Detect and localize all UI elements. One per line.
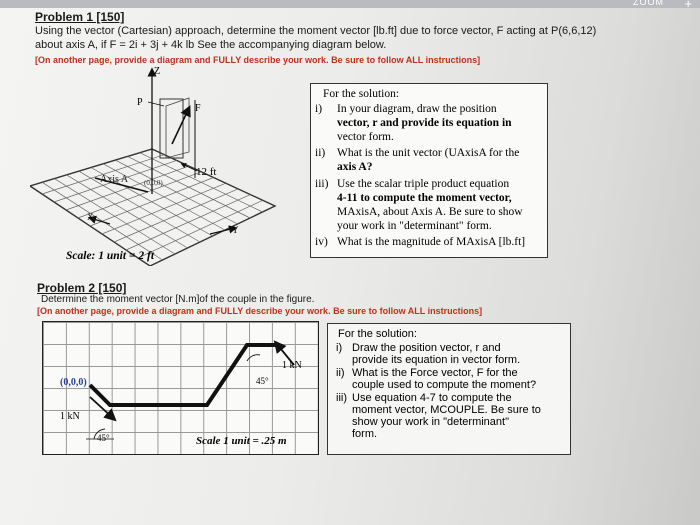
p1-item-iii-num: iii) [315, 178, 329, 190]
p1-item-i-num: i) [315, 103, 323, 115]
p2-force-bottom-label: 1 kN [60, 411, 80, 422]
problem2-solution-title: For the solution: [338, 328, 417, 340]
point-p-box-back [166, 98, 189, 158]
p2-angle-bottom-label: 45° [97, 433, 110, 443]
axis-a-label: Axis A [100, 174, 129, 185]
f-label: F [195, 103, 201, 114]
viewer-top-bar [0, 0, 700, 8]
p1-item-iv-line1: What is the magnitude of MAxisA [lb.ft] [337, 236, 526, 248]
p2-angle-top-label: 45° [256, 376, 269, 386]
y-label: Y [232, 225, 239, 235]
plus-icon[interactable]: + [684, 0, 692, 11]
problem1-solution-title: For the solution: [323, 88, 400, 100]
p2-item-iii-num: iii) [336, 392, 347, 404]
origin-label: (0,0,0) [144, 179, 163, 187]
p2-item-ii-num: ii) [336, 367, 345, 379]
top-angle-arc [247, 355, 260, 361]
p2-item-ii-line2: couple used to compute the moment? [352, 379, 537, 391]
p2-item-iii-line4: form. [352, 428, 378, 440]
p-leader-line [148, 102, 164, 106]
zoom-label[interactable]: ZOOM [633, 0, 664, 7]
x-label: X [87, 212, 94, 222]
bottom-force-arrow [90, 397, 114, 419]
p2-item-iii-line3: show your work in "determinant" [352, 416, 509, 428]
height-label: 12 ft [196, 166, 217, 178]
p2-force-top-label: 1 kN [282, 360, 302, 371]
p2-item-i-line2: provide its equation in vector form. [352, 354, 521, 366]
z-label: Z [154, 66, 161, 77]
p-label: P [137, 97, 143, 108]
problem2-header: Problem 2 [150] [37, 281, 127, 295]
p1-item-iii-line3: MAxisA, about Axis A. Be sure to show [337, 206, 523, 218]
force-f-arrow [172, 108, 189, 144]
problem1-statement-line2: about axis A, if F = 2i + 3j + 4k lb See the accompanying diagram below. [35, 39, 387, 51]
p1-item-ii-line2: axis A? [337, 161, 373, 173]
problem1-statement-line1: Using the vector (Cartesian) approach, determine the moment vector [lb.ft] due to force vector, F acting at P(6,6,12) [35, 25, 597, 37]
p1-item-ii-line1: What is the unit vector (UAxisA for the [337, 147, 520, 159]
p2-item-ii-line1: What is the Force vector, F for the [352, 367, 518, 379]
problem1-header: Problem 1 [150] [35, 10, 125, 24]
problem2-statement: Determine the moment vector [N.m]of the couple in the figure. [41, 294, 315, 305]
p2-item-iii-line1: Use equation 4-7 to compute the [352, 392, 512, 404]
p2-origin-label: (0,0,0) [60, 377, 87, 388]
problem2-instruction: [On another page, provide a diagram and FULLY describe your work. Be sure to follow ALL instructions] [37, 306, 483, 316]
problem1-instruction: [On another page, provide a diagram and FULLY describe your work. Be sure to follow ALL instructions] [35, 55, 481, 65]
p2-item-i-num: i) [336, 342, 343, 354]
p1-item-ii-num: ii) [315, 147, 326, 159]
problem1-diagram [30, 66, 300, 266]
p2-item-i-line1: Draw the position vector, r and [352, 342, 501, 354]
member-bar [90, 345, 277, 405]
problem2-scale: Scale 1 unit = .25 m [196, 435, 287, 447]
p1-item-iv-num: iv) [315, 236, 328, 248]
p2-item-iii-line2: moment vector, MCOUPLE. Be sure to [352, 404, 541, 416]
p1-item-i-line2: vector, r and provide its equation in [337, 117, 512, 129]
problem2-solution-box [327, 323, 571, 455]
p1-item-iii-line4: your work in "determinant" form. [337, 220, 492, 232]
p1-item-iii-line1: Use the scalar triple product equation [337, 178, 510, 190]
p1-item-i-line1: In your diagram, draw the position [337, 103, 497, 115]
p1-item-i-line3: vector form. [337, 131, 394, 143]
problem1-scale: Scale: 1 unit = 2 ft [66, 250, 155, 262]
problem1-solution-box [310, 83, 548, 258]
p1-item-iii-line2: 4-11 to compute the moment vector, [337, 192, 512, 204]
